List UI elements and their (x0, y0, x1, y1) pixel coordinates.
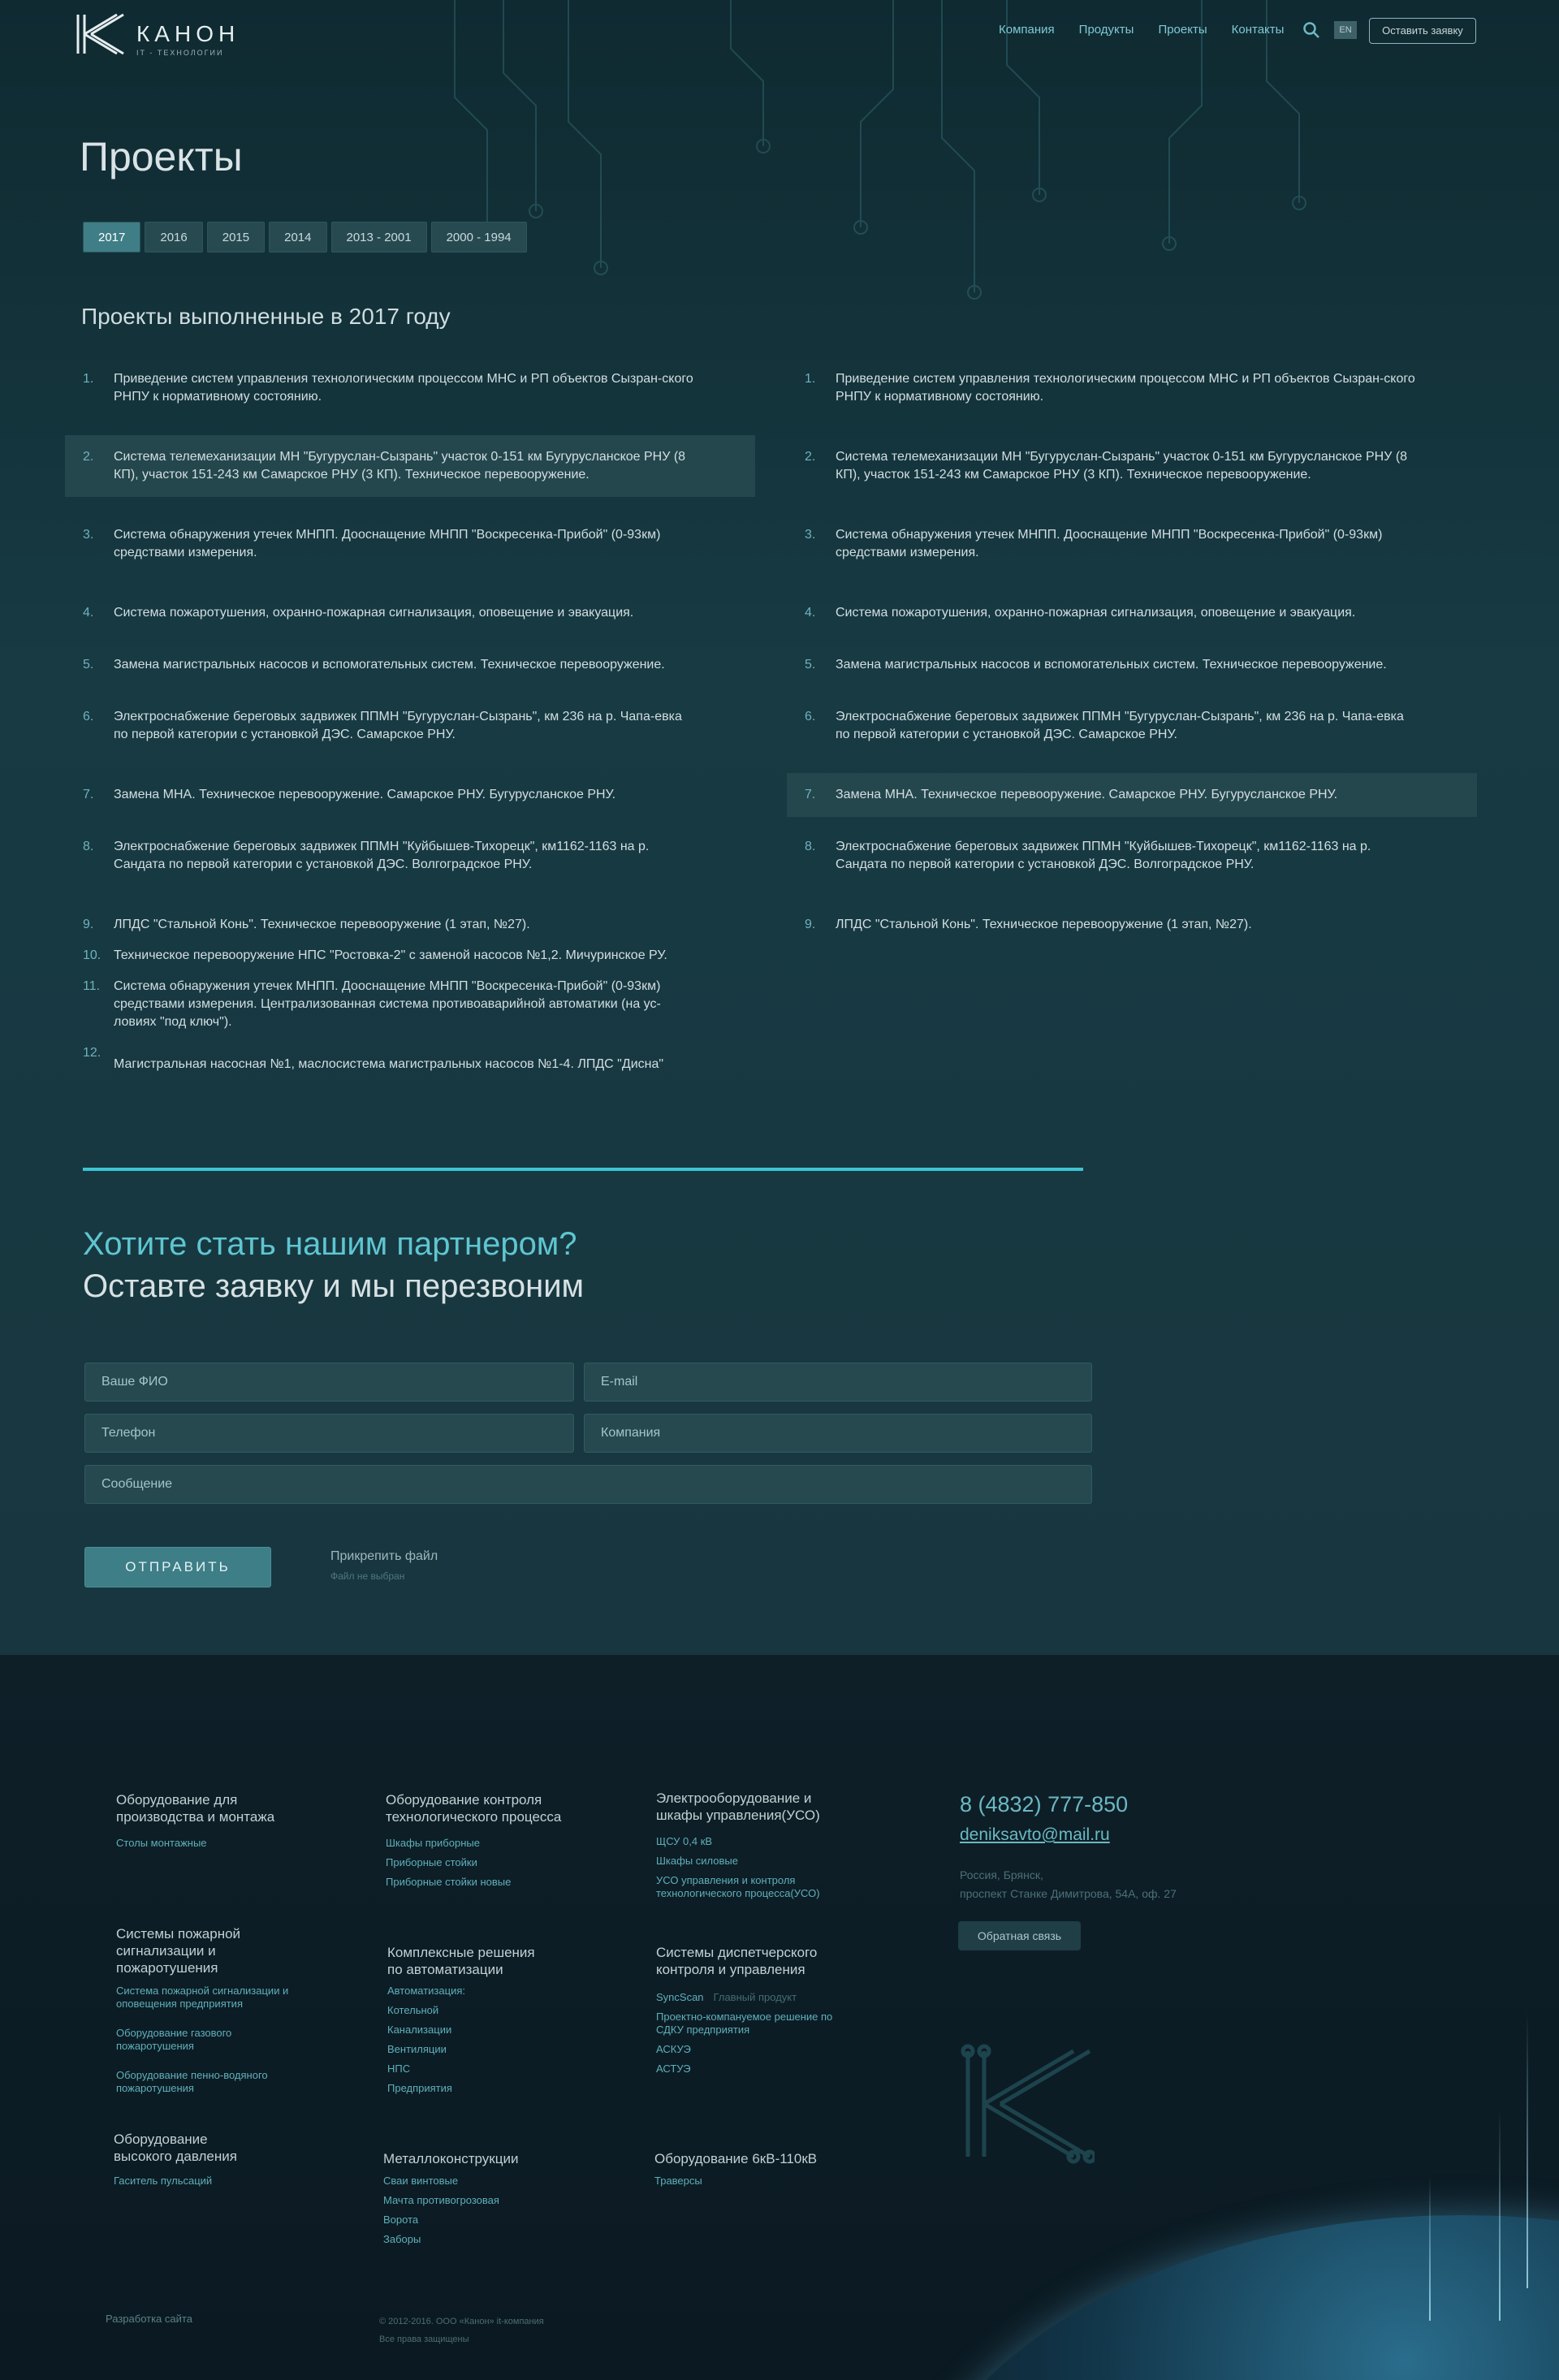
projects-list-right (787, 357, 1477, 947)
page-title: Проекты (80, 134, 243, 179)
item-number: 12. (83, 1046, 101, 1060)
copyright-line: © 2012-2016. ООО «Канон» it-компания (379, 2317, 544, 2326)
item-number: 6. (83, 710, 94, 724)
company-field[interactable] (584, 1414, 1092, 1453)
list-item (787, 773, 1477, 817)
divider (83, 1168, 1083, 1171)
list-item (787, 695, 1477, 757)
item-number: 1. (805, 372, 816, 386)
item-text: Система телемеханизации МН "Бугуруслан-Сызрань" участок 0-151 км Бугурусланское РНУ (8 КП), участок 151-243 км Самарское РНУ (3 КП). Техническое перевооружение. (114, 450, 686, 482)
tab-2016[interactable]: 2016 (145, 222, 202, 253)
footer-heading: Оборудование 6кВ-110кВ (654, 2151, 818, 2166)
year-tabs (83, 222, 527, 253)
globe-decoration (893, 2215, 1559, 2380)
site-header (0, 0, 1559, 65)
item-number: 11. (83, 979, 101, 993)
footer-email[interactable]: deniksavto@mail.ru (960, 1825, 1110, 1844)
footer-logo-icon (952, 2043, 1095, 2165)
syncscan-row (656, 1991, 843, 2004)
item-number: 8. (805, 840, 816, 853)
tab-2013-2001[interactable]: 2013 - 2001 (331, 222, 427, 253)
item-text: Электроснабжение береговых задвижек ППМН "Куйбышев-Тихорецк", км1162-1163 на р. Сандата по первой категории с установкой ДЭС. Волгоградское РНУ. (836, 840, 1371, 871)
footer-link[interactable]: Котельной (387, 2004, 439, 2016)
footer-link[interactable]: Оборудование газового пожаротушения (116, 2027, 232, 2052)
footer-link[interactable]: Шкафы приборные (386, 1837, 480, 1849)
logo-name: КАНОН (136, 21, 240, 46)
attach-file-link[interactable]: Прикрепить файл (330, 1549, 438, 1563)
address-line: проспект Станке Димитрова, 54А, оф. 27 (960, 1887, 1177, 1900)
item-number: 4. (83, 606, 94, 620)
copyright (379, 2313, 544, 2348)
item-number: 2. (83, 450, 94, 464)
feedback-button[interactable]: Обратная связь (958, 1921, 1081, 1950)
list-item (787, 591, 1477, 635)
logo-k-icon (75, 13, 127, 55)
list-item (65, 773, 755, 817)
footer-heading: Электрооборудование и шкафы управления(УСО) (656, 1790, 820, 1823)
list-item (65, 965, 755, 1031)
main-nav (999, 23, 1284, 37)
copyright-line: Все права защищены (379, 2335, 469, 2344)
light-beam (1527, 2012, 1528, 2288)
footer-links (116, 1837, 343, 1856)
list-item (787, 357, 1477, 419)
projects-list-left (65, 357, 755, 1086)
footer-link[interactable]: Предприятия (387, 2082, 452, 2094)
item-text: Система обнаружения утечек МНПП. Дооснащение МНПП "Воскресенка-Прибой" (0-93км) средствами измерения. (114, 528, 661, 559)
list-item (787, 513, 1477, 575)
item-text: Техническое перевооружение НПС "Ростовка-2" с заменой насосов №1,2. Мичуринское РУ. (114, 948, 667, 962)
item-text: Замена магистральных насосов и вспомогательных систем. Техническое перевооружение. (114, 658, 665, 672)
item-text: Система пожаротушения, охранно-пожарная сигнализация, оповещение и эвакуация. (836, 606, 1356, 620)
item-text: Электроснабжение береговых задвижек ППМН "Бугуруслан-Сызрань", км 236 на р. Чапа-евка по первой категории с установкой ДЭС. Самарское РНУ. (114, 710, 682, 741)
item-text: Магистральная насосная №1, маслосистема магистральных насосов №1-4. ЛПДС "Дисна" (114, 1057, 664, 1071)
footer-link[interactable]: ЩСУ 0,4 кВ (656, 1835, 713, 1847)
nav-projects[interactable]: Проекты (1158, 23, 1207, 37)
footer-link[interactable]: АСКУЭ (656, 2043, 691, 2055)
request-button[interactable]: Оставить заявку (1369, 18, 1476, 44)
footer-link[interactable]: АСТУЭ (656, 2063, 691, 2075)
item-text: Электроснабжение береговых задвижек ППМН "Бугуруслан-Сызрань", км 236 на р. Чапа-евка по первой категории с установкой ДЭС. Самарское РНУ. (836, 710, 1404, 741)
footer-links (656, 1991, 843, 2082)
footer-link[interactable]: НПС (387, 2063, 411, 2075)
tab-2017[interactable]: 2017 (83, 222, 140, 253)
footer-link[interactable]: Столы монтажные (116, 1837, 207, 1849)
footer-link[interactable]: Сваи винтовые (383, 2175, 459, 2187)
footer-link[interactable]: Мачта противогрозовая (383, 2194, 499, 2206)
logo-subtitle: IT - ТЕХНОЛОГИИ (136, 49, 224, 57)
list-item (65, 435, 755, 497)
footer-heading: Системы пожарной сигнализации и пожаротушения (116, 1926, 241, 1976)
item-text: Система обнаружения утечек МНПП. Дооснащение МНПП "Воскресенка-Прибой" (0-93км) средствами измерения. Централизованная система противоаварийной автоматики (на ус-ловиях "под ключ"). (114, 979, 661, 1029)
item-text: Электроснабжение береговых задвижек ППМН "Куйбышев-Тихорецк", км1162-1163 на р. Сандата по первой категории с установкой ДЭС. Волгоградское РНУ. (114, 840, 650, 871)
file-status: Файл не выбран (330, 1570, 405, 1582)
site-developer-link[interactable]: Разработка сайта (106, 2313, 192, 2325)
search-icon[interactable] (1302, 21, 1320, 39)
item-text: Система телемеханизации МН "Бугуруслан-Сызрань" участок 0-151 км Бугурусланское РНУ (8 КП), участок 151-243 км Самарское РНУ (3 КП). Техническое перевооружение. (836, 450, 1408, 482)
footer-link[interactable]: Оборудование пенно-водяного пожаротушения (116, 2069, 268, 2094)
item-number: 7. (805, 788, 816, 801)
send-button[interactable]: ОТПРАВИТЬ (84, 1547, 271, 1587)
item-text: Система обнаружения утечек МНПП. Дооснащение МНПП "Воскресенка-Прибой" (0-93км) средствами измерения. (836, 528, 1383, 559)
footer-links (656, 1835, 843, 1907)
nav-contacts[interactable]: Контакты (1231, 23, 1285, 37)
phone-field[interactable] (84, 1414, 574, 1453)
item-number: 3. (805, 528, 816, 542)
list-item (787, 825, 1477, 887)
item-number: 9. (83, 918, 94, 931)
list-item (65, 591, 755, 635)
footer-link[interactable]: Приборные стойки новые (386, 1876, 512, 1888)
footer-link[interactable]: Система пожарной сигнализации и оповещения предприятия (116, 1985, 289, 2010)
item-number: 8. (83, 840, 94, 853)
item-number: 5. (83, 658, 94, 672)
footer-heading: Системы диспетчерского контроля и управления (656, 1945, 818, 1977)
email-field[interactable] (584, 1363, 1092, 1402)
item-text: Система пожаротушения, охранно-пожарная сигнализация, оповещение и эвакуация. (114, 606, 634, 620)
item-number: 9. (805, 918, 816, 931)
list-item (65, 825, 755, 887)
footer-heading: Металлоконструкции (383, 2151, 519, 2166)
footer-links (654, 2175, 882, 2194)
language-switch[interactable]: EN (1334, 21, 1357, 39)
footer-links (116, 1985, 295, 2101)
item-text: Замена МНА. Техническое перевооружение. Самарское РНУ. Бугурусланское РНУ. (836, 788, 1338, 801)
nav-company[interactable]: Компания (999, 23, 1055, 37)
footer-links (383, 2175, 611, 2253)
nav-products[interactable]: Продукты (1078, 23, 1134, 37)
footer-link[interactable]: Гаситель пульсаций (114, 2175, 213, 2187)
list-item (65, 357, 755, 419)
list-item (787, 435, 1477, 497)
footer-heading: Комплексные решения по автоматизации (387, 1945, 535, 1977)
footer-link[interactable]: Ворота (383, 2214, 419, 2226)
site-footer (0, 1655, 1559, 2380)
address-line: Россия, Брянск, (960, 1868, 1043, 1881)
item-text: ЛПДС "Стальной Конь". Техническое перевооружение (1 этап, №27). (836, 918, 1252, 931)
item-number: 2. (805, 450, 816, 464)
footer-link[interactable]: УСО управления и контроля технологического процесса(УСО) (656, 1874, 820, 1899)
footer-link[interactable]: Проектно-компануемое решение по СДКУ предприятия (656, 2011, 833, 2036)
footer-heading: Оборудование контроля технологического процесса (386, 1792, 562, 1825)
item-text: Приведение систем управления технологическим процессом МНС и РП объектов Сызран-ского РНПУ к нормативному состоянию. (114, 372, 693, 404)
message-field[interactable] (84, 1465, 1092, 1504)
item-text: Приведение систем управления технологическим процессом МНС и РП объектов Сызран-ского РНПУ к нормативному состоянию. (836, 372, 1415, 404)
footer-link[interactable]: Вентиляции (387, 2043, 447, 2055)
item-text: Замена магистральных насосов и вспомогательных систем. Техническое перевооружение. (836, 658, 1387, 672)
footer-link[interactable]: SyncScan (656, 1991, 704, 2003)
cta-subheading: Оставте заявку и мы перезвоним (83, 1268, 585, 1304)
logo[interactable] (75, 13, 240, 58)
item-number: 7. (83, 788, 94, 801)
item-number: 6. (805, 710, 816, 724)
footer-links (387, 1985, 615, 2101)
footer-heading: Оборудование высокого давления (114, 2132, 237, 2164)
item-number: 1. (83, 372, 94, 386)
cta-heading: Хотите стать нашим партнером? (83, 1226, 577, 1262)
footer-address (960, 1866, 1177, 1903)
footer-links (386, 1837, 613, 1895)
footer-link[interactable]: Канализации (387, 2024, 452, 2036)
product-note: Главный продукт (713, 1991, 797, 2003)
footer-link[interactable]: Автоматизация: (387, 1985, 465, 1997)
list-item (65, 1031, 755, 1086)
footer-link[interactable]: Заборы (383, 2233, 421, 2245)
item-text: Замена МНА. Техническое перевооружение. Самарское РНУ. Бугурусланское РНУ. (114, 788, 616, 801)
list-item (787, 643, 1477, 687)
light-beam (1429, 2175, 1431, 2321)
light-beam (1499, 2110, 1501, 2321)
tab-2014[interactable]: 2014 (269, 222, 326, 253)
list-item (65, 643, 755, 687)
footer-link[interactable]: Траверсы (654, 2175, 702, 2187)
list-item (65, 903, 755, 934)
footer-link[interactable]: Приборные стойки (386, 1856, 477, 1868)
tab-2015[interactable]: 2015 (207, 222, 265, 253)
item-number: 3. (83, 528, 94, 542)
list-item (65, 513, 755, 575)
footer-links (114, 2175, 341, 2194)
item-number: 10. (83, 948, 101, 962)
item-text: ЛПДС "Стальной Конь". Техническое перевооружение (1 этап, №27). (114, 918, 530, 931)
footer-phone[interactable]: 8 (4832) 777-850 (960, 1792, 1129, 1816)
list-item (65, 934, 755, 965)
item-number: 4. (805, 606, 816, 620)
footer-link[interactable]: Шкафы силовые (656, 1855, 738, 1867)
list-item (65, 695, 755, 757)
section-title: Проекты выполненные в 2017 году (81, 304, 451, 329)
item-number: 5. (805, 658, 816, 672)
tab-2000-1994[interactable]: 2000 - 1994 (431, 222, 527, 253)
footer-heading: Оборудование для производства и монтажа (116, 1792, 275, 1825)
list-item (787, 903, 1477, 947)
name-field[interactable] (84, 1363, 574, 1402)
